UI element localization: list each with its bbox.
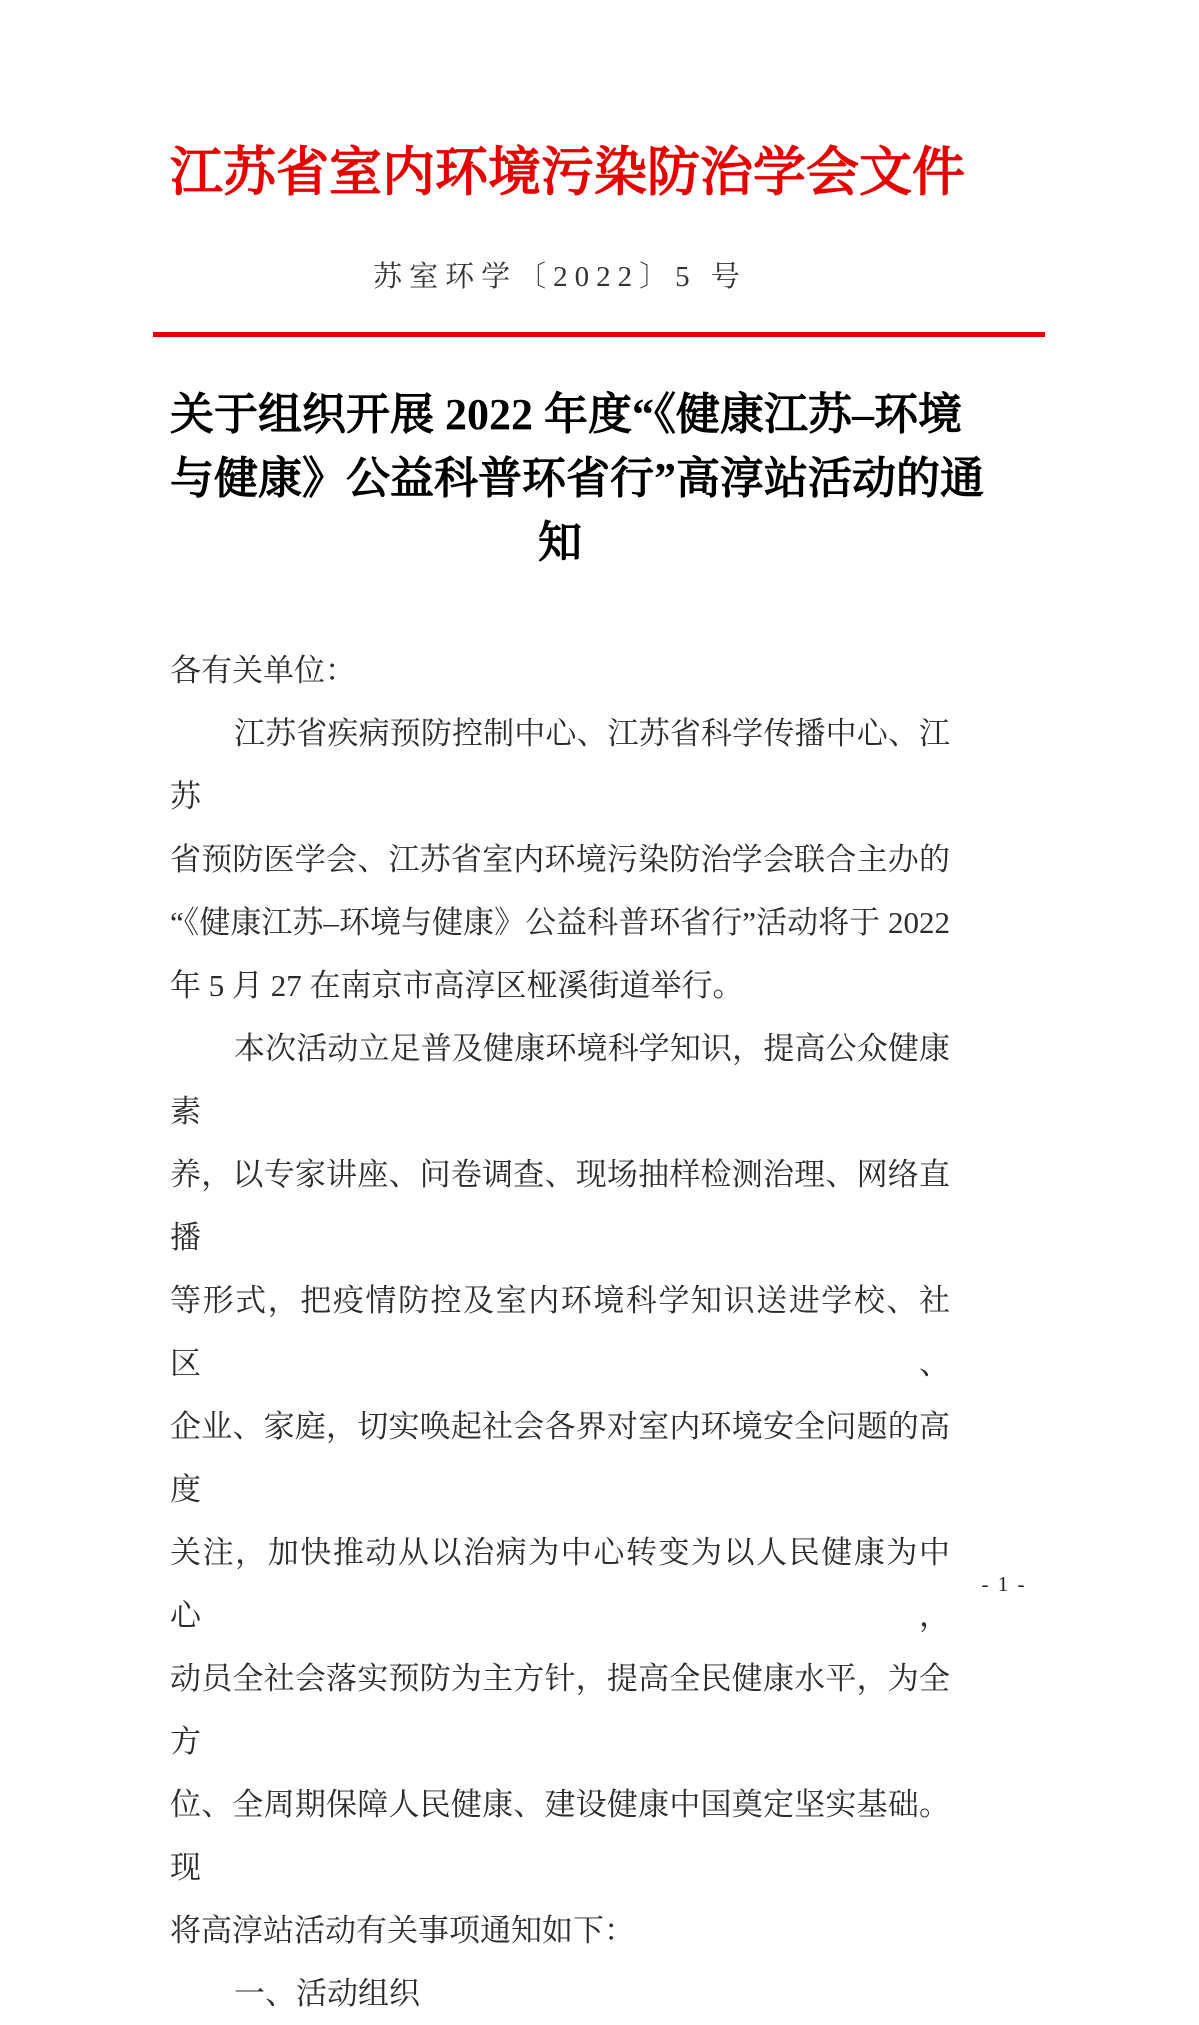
notice-title-line: 关于组织开展 2022 年度“《健康江苏–环境 — [170, 390, 962, 439]
body-text-line: 省预防医学会、江苏省室内环境污染防治学会联合主办的 — [170, 842, 950, 877]
body-text-line: 养，以专家讲座、问卷调查、现场抽样检测治理、网络直播 — [170, 1157, 950, 1255]
body-text-line: 位、全周期保障人民健康、建设健康中国奠定坚实基础。现 — [170, 1787, 950, 1885]
body-text-line: 一、活动组织 — [234, 1976, 420, 2011]
body-text-line: 动员全社会落实预防为主方针，提高全民健康水平，为全方 — [170, 1661, 950, 1759]
body-text-line: 企业、家庭，切实唤起社会各界对室内环境安全问题的高度 — [170, 1409, 950, 1507]
document-body — [170, 639, 950, 2025]
red-divider-line — [153, 332, 1045, 337]
issuing-agency-banner: 江苏省室内环境污染防治学会文件 — [170, 144, 965, 202]
page-number: - 1 - — [981, 1572, 1027, 1596]
body-text-line: 等形式，把疫情防控及室内环境科学知识送进学校、社区、 — [170, 1283, 950, 1381]
body-text-line: 将高淳站活动有关事项通知如下： — [170, 1913, 635, 1948]
notice-title-line: 与健康》公益科普环省行”高淳站活动的通 — [170, 454, 984, 503]
body-text — [170, 702, 950, 2025]
salutation: 各有关单位： — [170, 653, 356, 688]
body-text-line: “《健康江苏–环境与健康》公益科普环省行”活动将于 2022 — [170, 905, 950, 940]
notice-title-line: 知 — [538, 518, 582, 567]
body-text-line: 本次活动立足普及健康环境科学知识，提高公众健康素 — [170, 1031, 950, 1129]
body-text-line: 江苏省疾病预防控制中心、江苏省科学传播中心、江苏 — [170, 716, 950, 814]
body-text-line: 年 5 月 27 在南京市高淳区桠溪街道举行。 — [170, 968, 744, 1003]
body-text-line: 关注，加快推动从以治病为中心转变为以人民健康为中心， — [170, 1535, 950, 1633]
document-reference-number: 苏室环学〔2022〕5 号 — [373, 261, 747, 293]
notice-title — [170, 383, 984, 575]
content-column — [170, 136, 984, 2025]
